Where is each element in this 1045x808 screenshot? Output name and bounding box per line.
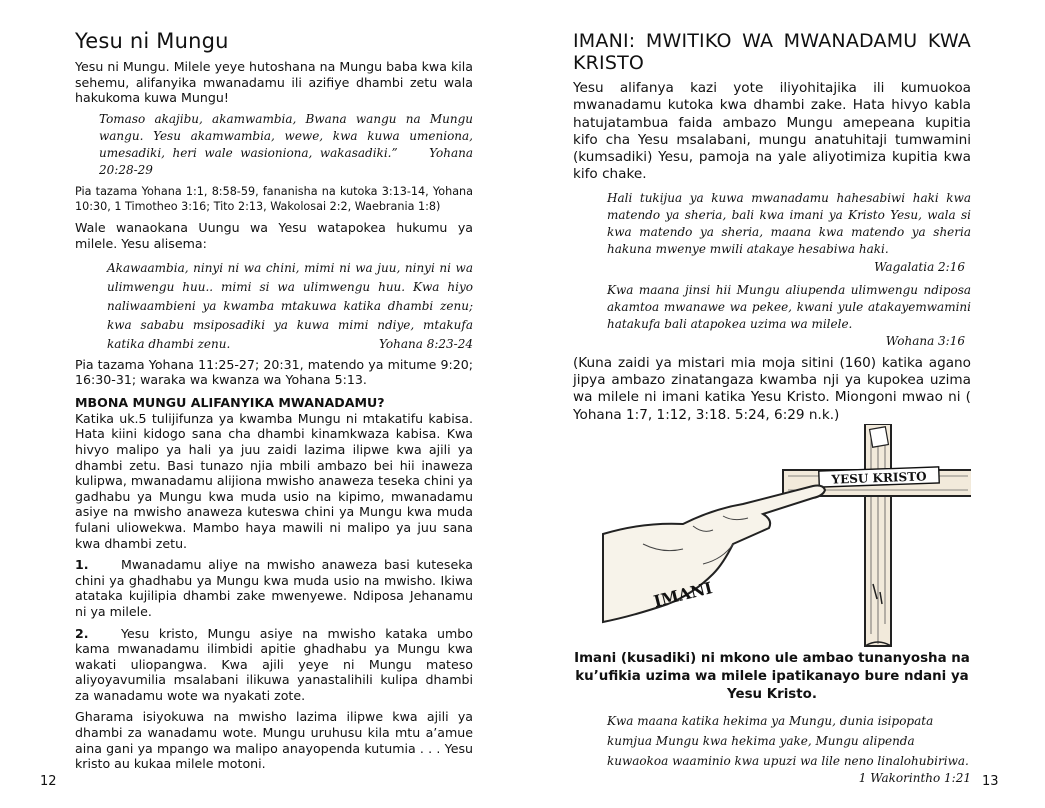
quote-block — [607, 282, 971, 351]
page-title: Yesu ni Mungu — [75, 29, 229, 53]
paragraph: Katika uk.5 tulijifunza ya kwamba Mungu ni mtakatifu kabisa. Hata kiini kidogo sana cha dhambi kinamkwaza kabisa. Kwa hivyo malipo ya hali ya juu zaidi lazima ilipwe kwa ajili ya dhambi zetu. Basi tunazo njia mbili ambazo bei hii inaweza kulipwa, mwanadamu alijiona mwisho anaweza teseka chini ya gadhabu ya Mungu kwa muda usio na kipimo, mwanadamu asiye na mwisho anaweza kuteswa chini ya Mungu kwa muda fulani uliowekwa. Mambo haya mawili ni malipo ya juu sana kwa dhambi zetu. — [75, 410, 473, 551]
page-number: 12 — [40, 774, 57, 789]
paragraph: Gharama isiyokuwa na mwisho lazima ilipwe kwa ajili ya dhambi za wanadamu wote. Mungu uruhusu kila mtu a’amue aina gani ya mpango wa malipo anayopenda kutumia . . . Yesu kristo au kukaa milele motoni. — [75, 709, 473, 772]
paragraph: (Kuna zaidi ya mistari mia moja sitini (160) katika agano jipya ambazo zinatangaza kwamba nji ya kupokea uzima wa milele ni imani katika Yesu Kristo. Miongoni mwao ni ( Yohana 1:7, 1:12, 3:18. 5:24, 6:29 n.k.) — [573, 354, 971, 423]
quote-block — [607, 190, 971, 276]
quote-text: Akawaambia, ninyi ni wa chini, mimi ni wa juu, ninyi ni wa ulimwengu huu.. mimi si wa ulimwengu huu. Kwa hiyo naliwaambieni ya kwamba mtakuwa katika dhambi zenu; kwa sababu msiposadiki ya kuwa mimi ndiye, mtakufa katika dhambi zenu. — [107, 260, 473, 351]
item-text: Yesu kristo, Mungu asiye na mwisho kataka umbo kama mwanadamu ilimbidi apitie ghadhabu ya Mungu kwa wakati uliopangwa. Kwa ajili yeye ni Mungu mateso aliyoyavumilia msalabani ilikuwa yanastalihili kulipa dhambi za wanadamu wote wa nyakati zote. — [75, 625, 473, 703]
item-number: 1. — [75, 557, 89, 573]
hand-icon — [603, 485, 825, 622]
quote-reference: Yohana 8:23-24 — [379, 336, 473, 351]
quote-text: Hali tukijua ya kuwa mwanadamu hahesabiwi haki kwa matendo ya sheria, bali kwa imani ya Kristo Yesu, wala si kwa matendo ya sheria, maana kwa matendo ya sheria hakuna mwenye mwili atakaye hesabiwa haki. — [607, 190, 971, 257]
section-heading: MBONA MUNGU ALIFANYIKA MWANADAMU? — [75, 394, 385, 410]
page-number: 13 — [982, 774, 999, 789]
quote-text: Kwa maana jinsi hii Mungu aliupenda ulimwengu ndiposa akamtoa mwanawe wa pekee, kwani yule atakayemwamini hatakufa bali atapokea uzima wa milele. — [607, 282, 971, 332]
numbered-item — [75, 626, 473, 704]
imani-label: IMANI — [651, 577, 715, 611]
quote-text: Kwa maana katika hekima ya Mungu, dunia isipopata kumjua Mungu kwa hekima yake, Mungu alipenda kuwaokoa waaminio kwa upuzi wa lile neno linalohubiriwa. — [607, 713, 969, 769]
quote-reference: 1 Wakorintho 1:21 — [858, 771, 971, 786]
intro-paragraph: Yesu alifanya kazi yote iliyohitajika ili kumuokoa mwanadamu kutoka kwa dhambi zake. Hata hivyo kabla hatujatambua faida ambazo Mungu amepeana kupitia kifo cha Yesu msalabani, mungu anatuhitaji tumwamini (kumsadiki) Yesu, pamoja na yale aliyotimiza kupitia kwa kifo chake. — [573, 80, 971, 183]
quote-reference: Wagalatia 2:16 — [874, 259, 965, 274]
quote-reference: Wohana 3:16 — [885, 334, 965, 349]
cross-icon — [783, 424, 971, 646]
illustration-caption: Imani (kusadiki) ni mkono ule ambao tunanyosha na ku’ufikia uzima wa milele ipatikanayo bure ndani ya Yesu Kristo. — [574, 650, 970, 702]
quote-block — [107, 259, 473, 354]
quote-block — [99, 111, 473, 180]
right-page — [573, 0, 971, 808]
quote-block — [607, 710, 971, 786]
cross-hand-drawing — [573, 424, 971, 650]
numbered-item — [75, 557, 473, 619]
item-text: Mwanadamu aliye na mwisho anaweza basi kuteseka chini ya ghadhabu ya Mungu kwa muda usio na mwisho. Ikiwa atataka kujilipia dhambi zake mwenyewe. Ndiposa Jehanamu ni ya milele. — [75, 557, 473, 619]
hand-and-cross-illustration — [573, 424, 971, 650]
reference-paragraph: Pia tazama Yohana 1:1, 8:58-59, fananisha na kutoka 3:13-14, Yohana 10:30, 1 Timotheo 3:16; Tito 2:13, Wakolosai 2:2, Waebrania 1:8) — [75, 184, 473, 213]
quote-reference: Yohana 20:28-29 — [99, 146, 473, 178]
item-number: 2. — [75, 625, 89, 641]
paragraph: Wale wanaokana Uungu wa Yesu watapokea hukumu ya milele. Yesu alisema: — [75, 220, 473, 251]
quote-text: Tomaso akajibu, akamwambia, Bwana wangu na Mungu wangu. Yesu akamwambia, wewe, kwa kuwa umeniona, umesadiki, heri wale wasioniona, wakasadiki.” — [99, 111, 473, 161]
reference-paragraph: Pia tazama Yohana 11:25-27; 20:31, matendo ya mitume 9:20; 16:30-31; waraka wa kwanza wa Yohana 5:13. — [75, 356, 473, 388]
page-title: IMANI: MWITIKO WA MWANADAMU KWA KRISTO — [573, 30, 971, 74]
left-page — [75, 0, 473, 808]
intro-paragraph: Yesu ni Mungu. Milele yeye hutoshana na Mungu baba kwa kila sehemu, alifanyika mwanadamu ili azifiye dhambi zetu wala hakukoma kuwa Mungu! — [75, 59, 473, 106]
sign-text: YESU KRISTO — [831, 469, 927, 487]
